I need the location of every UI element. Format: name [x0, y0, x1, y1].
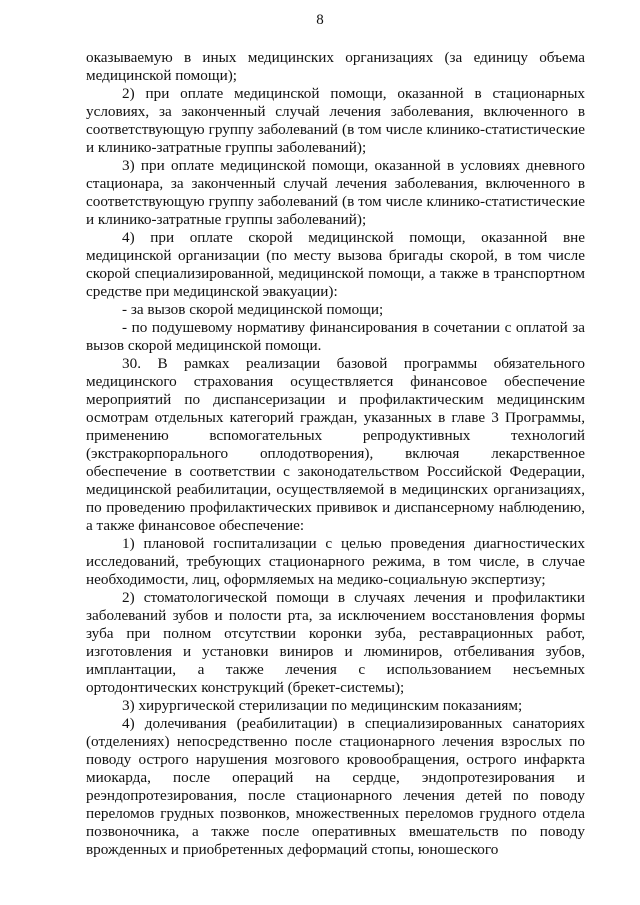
paragraph-dash-1: - за вызов скорой медицинской помощи;	[122, 301, 384, 318]
paragraph-dash-2: - по подушевому нормативу финансирования в сочетании с оплатой за вызов скорой медицинской помощи.	[86, 319, 585, 354]
paragraph-financing-3: 3) хирургической стерилизации по медицинским показаниям;	[122, 697, 523, 714]
paragraph-item-4: 4) при оплате скорой медицинской помощи, оказанной вне медицинской организации (по месту вызова бригады скорой, в том числе скорой специализированной, медицинской помощи, а также в транспортном средстве при медицинской эвакуации):	[86, 229, 585, 300]
paragraph-item-3: 3) при оплате медицинской помощи, оказанной в условиях дневного стационара, за законченный случай лечения заболевания, включенного в соответствующую группу заболеваний (в том числе клинико-статистические и клинико-затратные группы заболеваний);	[86, 157, 585, 228]
paragraph-section-30: 30. В рамках реализации базовой программы обязательного медицинского страхования осуществляется финансовое обеспечение мероприятий по диспансеризации и профилактическим медицинским осмотрам отдельных категорий граждан, указанных в главе 3 Программы, применению вспомогательных репродуктивных технологий (экстракорпорального оплодотворения), включая лекарственное обеспечение в соответствии с законодательством Российской Федерации, медицинской реабилитации, осуществляемой в медицинских организациях, по проведению профилактических прививок и диспансерному наблюдению, а также финансовое обеспечение:	[86, 355, 585, 534]
paragraph-continuation: оказываемую в иных медицинских организациях (за единицу объема медицинской помощи);	[86, 49, 585, 84]
document-body	[86, 49, 585, 859]
paragraph-financing-2: 2) стоматологической помощи в случаях лечения и профилактики заболеваний зубов и полости рта, за исключением восстановления формы зуба при полном отсутствии коронки зуба, реставрационных работ, изготовления и установки виниров и люминиров, отбеливания зубов, имплантации, а также лечения с использованием несъемных ортодонтических конструкций (брекет-системы);	[86, 589, 585, 696]
page-number: 8	[316, 12, 324, 28]
paragraph-financing-4: 4) долечивания (реабилитации) в специализированных санаториях (отделениях) непосредственно после стационарного лечения взрослых по поводу острого нарушения мозгового кровообращения, острого инфаркта миокарда, после операций на сердце, эндопротезирования и реэндопротезирования, после стационарного лечения детей по поводу переломов грудных позвонков, множественных переломов грудного отдела позвоночника, а также после оперативных вмешательств по поводу врожденных и приобретенных деформаций стопы, юношеского	[86, 715, 585, 858]
paragraph-financing-1: 1) плановой госпитализации с целью проведения диагностических исследований, требующих стационарного режима, в том числе, в случае необходимости, лиц, оформляемых на медико-социальную экспертизу;	[86, 535, 585, 588]
paragraph-item-2: 2) при оплате медицинской помощи, оказанной в стационарных условиях, за законченный случай лечения заболевания, включенного в соответствующую группу заболеваний (в том числе клинико-статистические и клинико-затратные группы заболеваний);	[86, 85, 585, 156]
